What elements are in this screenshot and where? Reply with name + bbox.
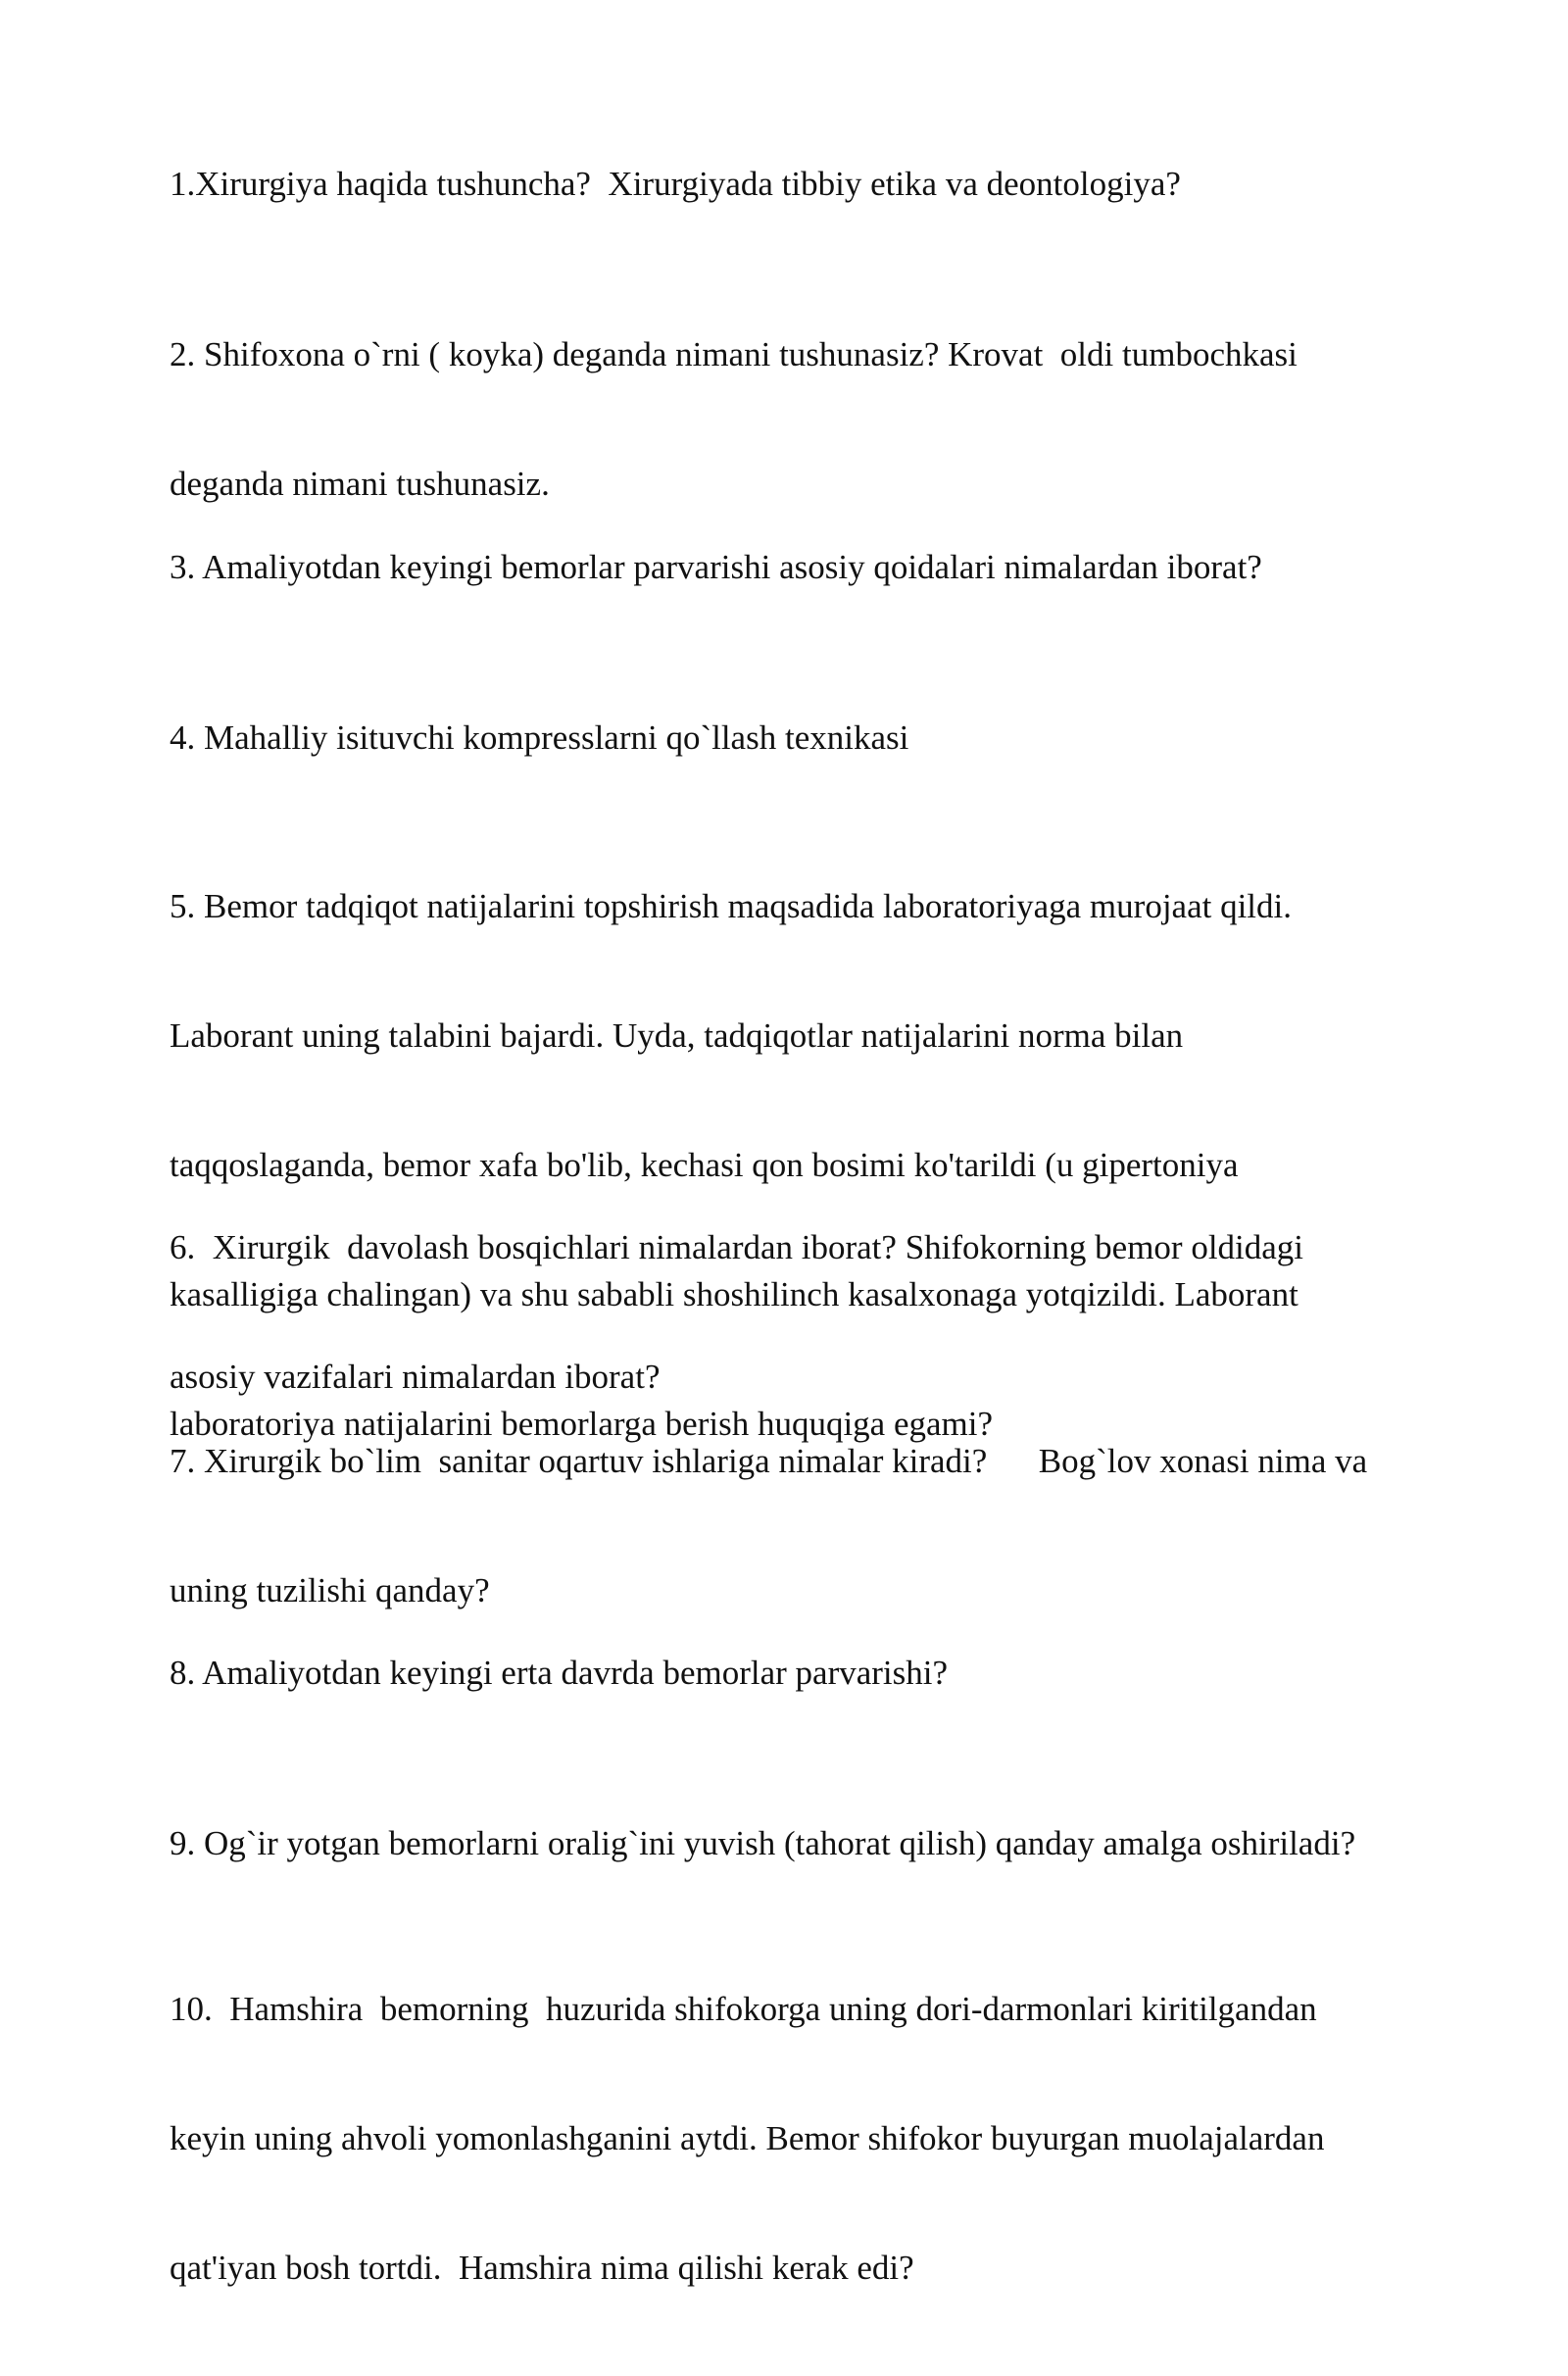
question-line: keyin uning ahvoli yomonlashganini aytdi. Bemor shifokor buyurgan muolajalardan [170, 2119, 1325, 2157]
question-line: 9. Og`ir yotgan bemorlarni oralig`ini yuvish (tahorat qilish) qanday amalga oshiriladi? [170, 1824, 1356, 1862]
question-line: qat'iyan bosh tortdi. Hamshira nima qilishi kerak edi? [170, 2249, 914, 2287]
question-line: 10. Hamshira bemorning huzurida shifokorga uning dori-darmonlari kiritilgandan [170, 1990, 1317, 2028]
question-line: kasalligiga chalingan) va shu sababli shoshilinch kasalxonaga yotqizildi. Laborant [170, 1275, 1298, 1313]
question-line: Laborant uning talabini bajardi. Uyda, tadqiqotlar natijalarini norma bilan [170, 1016, 1184, 1055]
question-line: 2. Shifoxona o`rni ( koyka) deganda nimani tushunasiz? Krovat oldi tumbochkasi [170, 335, 1298, 373]
question-line: 6. Xirurgik davolash bosqichlari nimalardan iborat? Shifokorning bemor oldidagi [170, 1228, 1304, 1266]
question-line: 5. Bemor tadqiqot natijalarini topshirish maqsadida laboratoriyaga murojaat qildi. [170, 887, 1293, 925]
question-line: asosiy vazifalari nimalardan iborat? [170, 1358, 661, 1396]
question-line: deganda nimani tushunasiz. [170, 465, 550, 503]
question-10 [170, 1902, 1483, 2376]
question-line: laboratoriya natijalarini bemorlarga berish huquqiga egami? [170, 1405, 994, 1443]
question-line: 8. Amaliyotdan keyingi erta davrda bemorlar parvarishi? [170, 1654, 949, 1692]
question-line: 3. Amaliyotdan keyingi bemorlar parvarishi asosiy qoidalari nimalardan iborat? [170, 548, 1262, 586]
question-line: 7. Xirurgik bo`lim sanitar oqartuv ishlariga nimalar kiradi? Bog`lov xonasi nima va [170, 1442, 1368, 1480]
question-line: uning tuzilishi qanday? [170, 1571, 490, 1609]
question-line: 1.Xirurgiya haqida tushuncha? Xirurgiyada tibbiy etika va deontologiya? [170, 165, 1181, 203]
question-line: 4. Mahalliy isituvchi kompresslarni qo`llash texnikasi [170, 718, 909, 757]
question-line: taqqoslaganda, bemor xafa bo'lib, kechasi qon bosimi ko'tarildi (u gipertoniya [170, 1146, 1239, 1184]
